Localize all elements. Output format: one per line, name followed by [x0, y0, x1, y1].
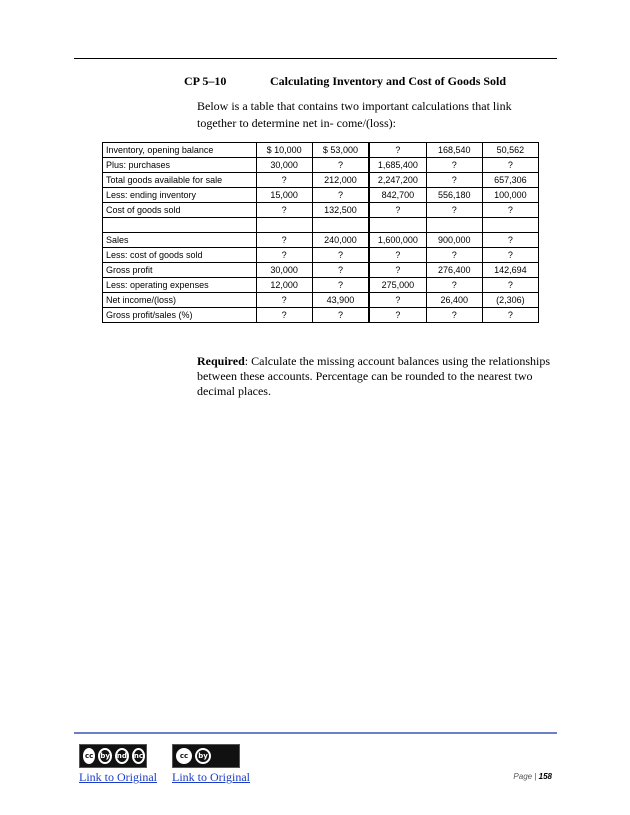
page-number-value: 158	[538, 772, 552, 781]
value-cell: 276,400	[426, 263, 482, 278]
value-cell: (2,306)	[482, 293, 538, 308]
table-row	[103, 263, 539, 278]
value-cell: ?	[482, 278, 538, 293]
value-cell	[369, 218, 426, 233]
value-cell: ?	[482, 158, 538, 173]
value-cell: ?	[369, 308, 426, 323]
value-cell	[482, 218, 538, 233]
no-derivatives-icon: nd	[115, 748, 129, 764]
value-cell	[256, 218, 312, 233]
value-cell: 30,000	[256, 263, 312, 278]
value-cell: 900,000	[426, 233, 482, 248]
link-to-original-1[interactable]: Link to Original	[79, 770, 157, 784]
value-cell: 142,694	[482, 263, 538, 278]
value-cell: ?	[256, 293, 312, 308]
value-cell: ?	[312, 278, 369, 293]
row-label: Less: ending inventory	[103, 188, 257, 203]
problem-title: Calculating Inventory and Cost of Goods Sold	[270, 74, 507, 88]
value-cell: ?	[256, 233, 312, 248]
row-label: Inventory, opening balance	[103, 143, 257, 158]
value-cell: 26,400	[426, 293, 482, 308]
value-cell: ?	[312, 248, 369, 263]
problem-intro: Below is a table that contains two important calculations that link together to determine net in- come/(loss):	[197, 99, 512, 130]
cc-icon: cc	[176, 748, 192, 764]
value-cell: ?	[312, 263, 369, 278]
non-commercial-icon: nc	[132, 748, 145, 764]
value-cell: ?	[256, 248, 312, 263]
value-cell: 12,000	[256, 278, 312, 293]
value-cell: ?	[312, 308, 369, 323]
value-cell: ?	[426, 203, 482, 218]
value-cell: ?	[369, 293, 426, 308]
value-cell: 2,247,200	[369, 173, 426, 188]
row-label	[103, 218, 257, 233]
value-cell: 1,685,400	[369, 158, 426, 173]
required-text: : Calculate the missing account balances using the relationships between these accounts. Percentage can be rounded to the nearest two decimal places.	[197, 354, 551, 398]
value-cell: ?	[369, 143, 426, 158]
row-label: Cost of goods sold	[103, 203, 257, 218]
value-cell: ?	[426, 173, 482, 188]
page-separator: |	[534, 772, 537, 781]
value-cell: 168,540	[426, 143, 482, 158]
cc-by-license-badge[interactable]	[172, 744, 240, 768]
table-row	[103, 158, 539, 173]
value-cell: 240,000	[312, 233, 369, 248]
table-row	[103, 308, 539, 323]
link-to-original-2[interactable]: Link to Original	[172, 770, 250, 784]
value-cell: 43,900	[312, 293, 369, 308]
page-label: Page	[513, 772, 533, 781]
cc-by-nc-nd-license-badge[interactable]	[79, 744, 147, 768]
value-cell: 30,000	[256, 158, 312, 173]
value-cell: $ 10,000	[256, 143, 312, 158]
value-cell: 15,000	[256, 188, 312, 203]
table-row	[103, 293, 539, 308]
value-cell	[312, 218, 369, 233]
value-cell: 132,500	[312, 203, 369, 218]
value-cell: ?	[426, 308, 482, 323]
value-cell: 657,306	[482, 173, 538, 188]
value-cell: ?	[482, 308, 538, 323]
required-paragraph	[197, 354, 557, 399]
attribution-icon: by	[195, 748, 211, 764]
value-cell: ?	[256, 308, 312, 323]
value-cell: ?	[369, 263, 426, 278]
page-number	[513, 772, 552, 781]
value-cell: ?	[482, 203, 538, 218]
value-cell: ?	[312, 188, 369, 203]
row-label: Net income/(loss)	[103, 293, 257, 308]
value-cell: 212,000	[312, 173, 369, 188]
table-row	[103, 143, 539, 158]
value-cell: ?	[426, 278, 482, 293]
top-rule	[74, 58, 557, 59]
row-label: Less: cost of goods sold	[103, 248, 257, 263]
table-row	[103, 203, 539, 218]
value-cell: 1,600,000	[369, 233, 426, 248]
value-cell: ?	[482, 233, 538, 248]
required-label: Required	[197, 354, 245, 368]
value-cell	[426, 218, 482, 233]
table-row	[103, 248, 539, 263]
attribution-icon: by	[98, 748, 112, 764]
value-cell: 556,180	[426, 188, 482, 203]
value-cell: ?	[256, 173, 312, 188]
value-cell: 275,000	[369, 278, 426, 293]
row-label: Sales	[103, 233, 257, 248]
value-cell: ?	[369, 248, 426, 263]
problem-number: CP 5–10	[184, 74, 227, 88]
value-cell: 50,562	[482, 143, 538, 158]
table-row	[103, 173, 539, 188]
value-cell: ?	[482, 248, 538, 263]
row-label: Less: operating expenses	[103, 278, 257, 293]
table-row	[103, 233, 539, 248]
table-row	[103, 278, 539, 293]
cc-icon: cc	[83, 748, 95, 764]
value-cell: ?	[312, 158, 369, 173]
row-label: Plus: purchases	[103, 158, 257, 173]
value-cell: ?	[426, 248, 482, 263]
value-cell: ?	[256, 203, 312, 218]
value-cell: 100,000	[482, 188, 538, 203]
row-label: Gross profit	[103, 263, 257, 278]
bottom-rule	[74, 732, 557, 734]
value-cell: ?	[369, 203, 426, 218]
calculation-table	[102, 142, 539, 323]
row-label: Total goods available for sale	[103, 173, 257, 188]
value-cell: $ 53,000	[312, 143, 369, 158]
value-cell: ?	[426, 158, 482, 173]
table-spacer-row	[103, 218, 539, 233]
table-row	[103, 188, 539, 203]
row-label: Gross profit/sales (%)	[103, 308, 257, 323]
value-cell: 842,700	[369, 188, 426, 203]
